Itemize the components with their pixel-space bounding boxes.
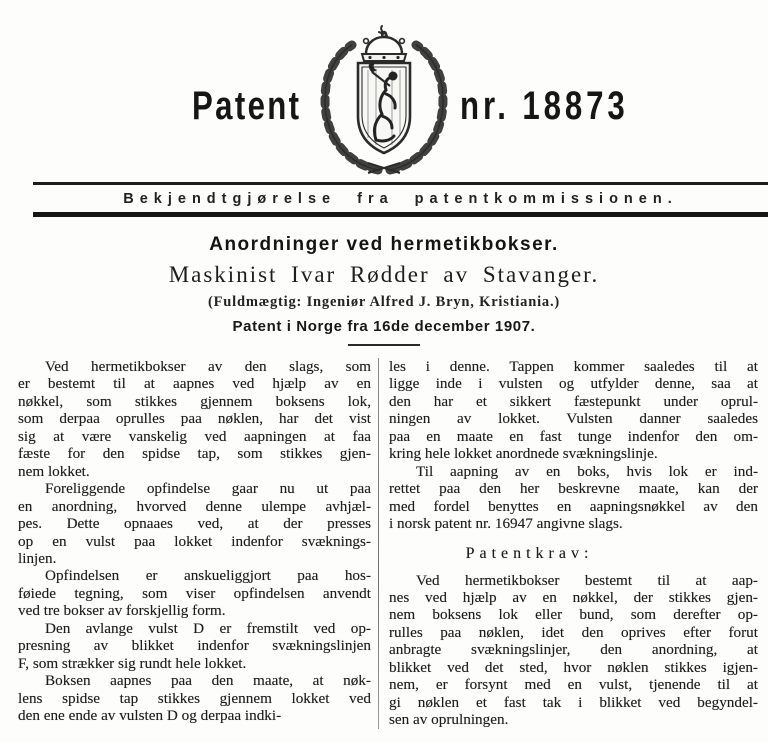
body-paragraph bbox=[18, 480, 371, 567]
text-line: Til aapning av en boks, hvis lok er ind- bbox=[416, 462, 758, 480]
patentkrav-heading: Patentkrav: bbox=[465, 544, 594, 562]
text-line: sig at være vanskelig ved aapningen at faa bbox=[18, 427, 371, 445]
text-line: gi nøklen et fast tak i blikket ved begyndel- bbox=[389, 693, 758, 711]
text-line: rulles paa nøklen, idet den oprives efter forut bbox=[389, 623, 758, 641]
patent-date-line: Patent i Norge fra 16de december 1907. bbox=[232, 318, 536, 335]
text-line: Opfindelsen er anskueliggjort paa hos- bbox=[45, 567, 371, 585]
text-line: ningen av lokket. Vulsten danner saaledes bbox=[389, 410, 758, 428]
text-line: ligge inde i vulsten og utfylder denne, saa at bbox=[389, 375, 758, 393]
announcement-banner bbox=[33, 182, 768, 217]
text-line: pes. Dette opnaaes ved, at der presses bbox=[18, 515, 371, 533]
text-line: nøkkel, som stikkes gjennem boksens lok, bbox=[18, 392, 371, 410]
body-paragraph bbox=[18, 620, 371, 672]
body-paragraph bbox=[389, 463, 758, 533]
invention-title: Anordninger ved hermetikbokser. bbox=[209, 234, 559, 255]
patent-word: Patent bbox=[192, 84, 302, 128]
patent-number: nr. 18873 bbox=[460, 84, 629, 128]
section-divider-rule bbox=[348, 344, 420, 346]
body-paragraph bbox=[389, 358, 758, 463]
text-line: sen av oprulningen. bbox=[389, 711, 509, 729]
text-line: linjen. bbox=[18, 549, 57, 567]
text-line: den har et sikkert fæstepunkt under oprul- bbox=[389, 392, 758, 410]
text-line: Den avlange vulst D er fremstilt ved op- bbox=[45, 619, 371, 637]
body-text-area bbox=[0, 358, 768, 729]
body-paragraph bbox=[18, 358, 371, 480]
text-line: Boksen aapnes paa den maate, at nøk- bbox=[45, 672, 371, 690]
text-line: Ved hermetikbokser av den slags, som bbox=[45, 358, 371, 375]
text-line: paa en maate en fast tunge indenfor den om- bbox=[389, 427, 758, 445]
text-line: nes ved hjælp av en nøkkel, der stikkes gjen- bbox=[389, 588, 758, 606]
text-line: anbragte svækningslinjer, den anordning, at bbox=[389, 641, 758, 659]
text-line: er bestemt til at aapnes ved hjælp av en bbox=[18, 375, 371, 393]
announcement-text: Bekjendtgjørelse fra patentkommissionen. bbox=[123, 191, 678, 207]
agent-line: (Fuldmægtig: Ingeniør Alfred J. Bryn, Kristiania.) bbox=[207, 294, 561, 310]
text-line: nem lokket. bbox=[18, 462, 90, 480]
text-line: presning av blikket indenfor svækningslinjen bbox=[18, 637, 371, 655]
text-line: en anordning, hvorved denne ulempe avhjæl- bbox=[18, 497, 371, 515]
text-line: les i denne. Tappen kommer saaledes til at bbox=[389, 358, 758, 375]
text-line: nem boksens lok eller bund, som derefter op- bbox=[389, 606, 758, 624]
text-line: fæste for den spidse tap, som stikkes gjen- bbox=[18, 445, 371, 463]
text-line: føiede tegning, som viser opfindelsen anvendt bbox=[18, 584, 371, 602]
text-line: med fordel benyttes en aapningsnøkkel av den bbox=[389, 497, 758, 515]
left-column bbox=[18, 358, 378, 729]
text-line: som derpaa oprulles paa nøklen, har det vist bbox=[18, 410, 371, 428]
body-paragraph bbox=[18, 672, 371, 724]
text-line: Foreliggende opfindelse gaar nu ut paa bbox=[45, 480, 371, 498]
inventor-line: Maskinist Ivar Rødder av Stavanger. bbox=[168, 262, 600, 287]
text-line: kring hele lokket anordnede svækningslinje. bbox=[389, 445, 658, 463]
text-line: blikket ved det sted, hvor nøklen stikkes igjen- bbox=[389, 658, 758, 676]
document-header bbox=[0, 0, 768, 182]
norwegian-coat-of-arms-icon bbox=[306, 24, 462, 181]
text-line: den ene ende av vulsten D og derpaa indki- bbox=[18, 707, 282, 725]
text-line: op en vulst paa lokket indenfor svæknings- bbox=[18, 532, 371, 550]
body-paragraph bbox=[389, 572, 758, 729]
text-line: i norsk patent nr. 16947 angivne slags. bbox=[389, 515, 623, 533]
text-line: nem, er forsynt med en vulst, tjenende til at bbox=[389, 676, 758, 694]
text-line: Ved hermetikbokser bestemt til at aap- bbox=[416, 571, 758, 589]
text-line: F, som strækker sig rundt hele lokket. bbox=[18, 654, 247, 672]
text-line: rettet paa den her beskrevne maate, kan der bbox=[389, 480, 758, 498]
right-column bbox=[379, 358, 758, 729]
text-line: lens spidse tap stikkes gjennem lokket ved bbox=[18, 689, 371, 707]
text-line: ved tre bokser av forskjellig form. bbox=[18, 602, 226, 620]
body-paragraph bbox=[18, 567, 371, 619]
